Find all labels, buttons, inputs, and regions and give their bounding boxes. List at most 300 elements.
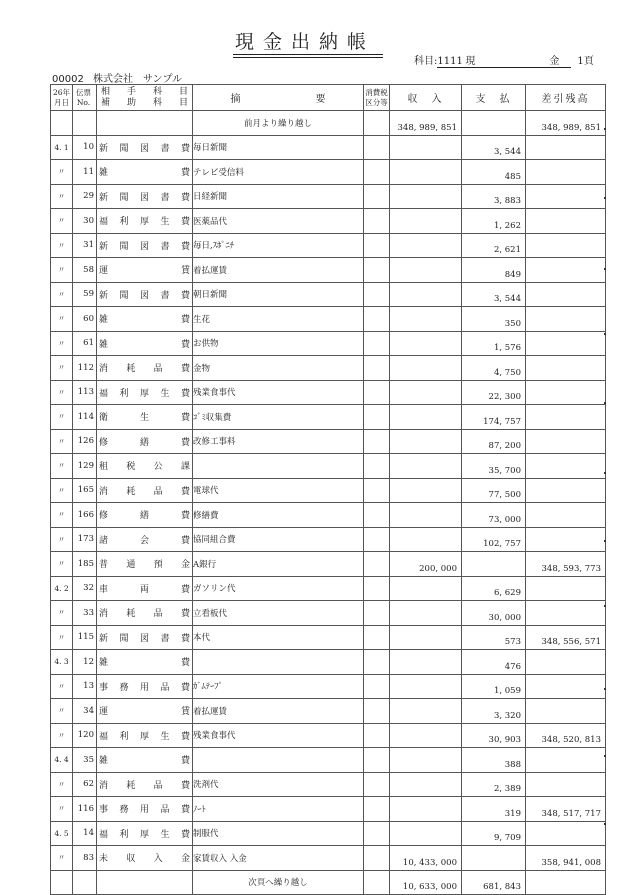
row-account-char: 費 <box>180 780 190 791</box>
row-account-char: 消 <box>99 486 109 497</box>
row-tax <box>364 282 390 307</box>
row-account-char: 費 <box>180 584 190 595</box>
row-income <box>390 233 462 258</box>
row-payment: 388 <box>462 748 526 773</box>
row-tax <box>364 846 390 871</box>
carry-forward-label: 前月より繰り越し <box>193 111 364 136</box>
row-balance: 348, 520, 813 <box>526 723 606 748</box>
row-account <box>97 282 193 307</box>
row-account <box>97 650 193 675</box>
row-income <box>390 748 462 773</box>
row-description: ｶﾞﾑﾃｰﾌﾟ <box>193 674 364 699</box>
row-account <box>97 380 193 405</box>
row-slip-no: 33 <box>73 601 97 626</box>
row-account <box>97 846 193 871</box>
row-tax <box>364 454 390 479</box>
row-account-char: 利 <box>119 217 129 228</box>
table-row <box>51 503 606 528</box>
row-income <box>390 527 462 552</box>
row-description: ｺﾞﾐ収集費 <box>193 405 364 430</box>
row-account-char: 耗 <box>126 486 136 497</box>
row-account-char: 福 <box>99 217 109 228</box>
row-account <box>97 699 193 724</box>
row-date: 〃 <box>51 527 73 552</box>
row-payment: 1, 059 <box>462 674 526 699</box>
table-row <box>51 576 606 601</box>
carry-forward-row <box>51 111 606 136</box>
row-balance <box>526 478 606 503</box>
row-balance <box>526 233 606 258</box>
table-row <box>51 282 606 307</box>
row-tax <box>364 135 390 160</box>
row-account-char: 品 <box>160 682 170 693</box>
table-row <box>51 601 606 626</box>
row-slip-no: 30 <box>73 209 97 234</box>
row-account-char: 雑 <box>99 658 109 669</box>
row-account-char: 新 <box>99 241 109 252</box>
row-account-char: 書 <box>160 290 170 301</box>
row-balance <box>526 380 606 405</box>
row-balance <box>526 282 606 307</box>
row-account-char: 新 <box>99 290 109 301</box>
table-row <box>51 674 606 699</box>
row-date: 〃 <box>51 405 73 430</box>
row-account-char: 繕 <box>139 437 149 448</box>
row-balance: 348, 517, 717 <box>526 797 606 822</box>
row-payment: 4, 750 <box>462 356 526 381</box>
row-date: 4. 1 <box>51 135 73 160</box>
row-account-char: 厚 <box>139 731 149 742</box>
row-income <box>390 625 462 650</box>
row-account-char: 品 <box>153 780 163 791</box>
row-slip-no: 14 <box>73 821 97 846</box>
company-name: 株式会社 サンプル <box>93 74 183 85</box>
table-row <box>51 258 606 283</box>
row-account-char: 図 <box>139 633 149 644</box>
table-row <box>51 772 606 797</box>
row-date: 〃 <box>51 797 73 822</box>
row-slip-no: 166 <box>73 503 97 528</box>
margin-dot <box>604 605 606 607</box>
header-slip: 伝票 No. <box>73 85 97 111</box>
row-tax <box>364 356 390 381</box>
row-tax <box>364 258 390 283</box>
margin-dot <box>604 688 606 690</box>
row-payment: 73, 000 <box>462 503 526 528</box>
row-account-char: 衛 <box>99 413 109 424</box>
row-account-char: 品 <box>160 805 170 816</box>
row-balance <box>526 650 606 675</box>
row-date: 〃 <box>51 380 73 405</box>
row-description: 制服代 <box>193 821 364 846</box>
row-slip-no: 58 <box>73 258 97 283</box>
row-income <box>390 184 462 209</box>
row-payment: 849 <box>462 258 526 283</box>
row-account-char: 品 <box>153 364 163 375</box>
row-account-char: 運 <box>99 707 109 718</box>
table-row <box>51 429 606 454</box>
row-slip-no: 62 <box>73 772 97 797</box>
row-account-char: 未 <box>99 854 109 865</box>
table-row <box>51 233 606 258</box>
row-slip-no: 83 <box>73 846 97 871</box>
row-account-char: 雑 <box>99 168 109 179</box>
row-account-char: 租 <box>99 462 109 473</box>
row-account <box>97 821 193 846</box>
ledger-table <box>50 84 606 895</box>
row-slip-no: 10 <box>73 135 97 160</box>
carry-forward-balance: 348, 989, 851 <box>526 111 606 136</box>
row-payment: 3, 320 <box>462 699 526 724</box>
margin-dot <box>604 268 606 270</box>
page-number: 1頁 <box>577 56 594 67</box>
row-account <box>97 307 193 332</box>
row-income <box>390 454 462 479</box>
row-account <box>97 209 193 234</box>
row-slip-no: 60 <box>73 307 97 332</box>
row-slip-no: 173 <box>73 527 97 552</box>
margin-dot <box>604 755 606 757</box>
row-account-char: 利 <box>119 731 129 742</box>
row-description: 改修工事料 <box>193 429 364 454</box>
row-balance <box>526 576 606 601</box>
row-description: 本代 <box>193 625 364 650</box>
row-account-char: 利 <box>119 388 129 399</box>
header-description <box>193 85 364 111</box>
table-row <box>51 527 606 552</box>
row-slip-no: 129 <box>73 454 97 479</box>
row-payment: 350 <box>462 307 526 332</box>
row-payment: 30, 000 <box>462 601 526 626</box>
row-account <box>97 601 193 626</box>
row-description: 家賃収入 入金 <box>193 846 364 871</box>
row-tax <box>364 380 390 405</box>
row-account <box>97 723 193 748</box>
row-account-char: 費 <box>180 241 190 252</box>
row-balance <box>526 184 606 209</box>
row-account <box>97 674 193 699</box>
row-account-char: 繕 <box>139 511 149 522</box>
row-account-char: 費 <box>180 143 190 154</box>
header-sub-account-char: 科 <box>152 97 162 108</box>
margin-dot <box>604 540 606 542</box>
row-account-char: 福 <box>99 388 109 399</box>
row-tax <box>364 209 390 234</box>
row-date: 〃 <box>51 331 73 356</box>
row-tax <box>364 797 390 822</box>
row-date: 〃 <box>51 233 73 258</box>
row-description: 医薬品代 <box>193 209 364 234</box>
row-description <box>193 748 364 773</box>
title-underline-2 <box>233 57 383 58</box>
row-account-char: 金 <box>180 560 190 571</box>
row-account-char: 費 <box>180 339 190 350</box>
row-description: 着払運賃 <box>193 258 364 283</box>
row-account-char: 課 <box>180 462 190 473</box>
row-account-char: 務 <box>119 682 129 693</box>
row-description: 残業食事代 <box>193 723 364 748</box>
row-income <box>390 307 462 332</box>
row-account-char: 費 <box>180 633 190 644</box>
row-income: 200, 000 <box>390 552 462 577</box>
row-account-char: 新 <box>99 192 109 203</box>
row-income <box>390 821 462 846</box>
row-account-char: 費 <box>180 829 190 840</box>
row-account-char: 費 <box>180 682 190 693</box>
row-income <box>390 331 462 356</box>
header-payment: 支 払 <box>462 85 526 111</box>
row-description: 修繕費 <box>193 503 364 528</box>
row-account-char: 費 <box>180 437 190 448</box>
row-description: 残業食事代 <box>193 380 364 405</box>
row-tax <box>364 552 390 577</box>
row-account-char: 費 <box>180 168 190 179</box>
row-slip-no: 11 <box>73 160 97 185</box>
row-tax <box>364 650 390 675</box>
company-code: 00002 <box>52 74 84 85</box>
row-payment: 485 <box>462 160 526 185</box>
table-row <box>51 307 606 332</box>
row-tax <box>364 576 390 601</box>
row-tax <box>364 503 390 528</box>
next-page-income: 10, 633, 000 <box>390 870 462 895</box>
header-description-char: 摘 <box>230 94 241 105</box>
row-description: 日経新聞 <box>193 184 364 209</box>
row-description: 電球代 <box>193 478 364 503</box>
row-date: 〃 <box>51 184 73 209</box>
account-name-a: 現 <box>461 52 537 68</box>
row-account-char: 利 <box>119 829 129 840</box>
row-account-char: 賃 <box>180 266 190 277</box>
row-account-char: 品 <box>153 609 163 620</box>
row-account-char: 雑 <box>99 756 109 767</box>
row-description: 金物 <box>193 356 364 381</box>
row-account-char: 図 <box>139 290 149 301</box>
row-date: 〃 <box>51 552 73 577</box>
row-tax <box>364 233 390 258</box>
row-tax <box>364 601 390 626</box>
row-tax <box>364 699 390 724</box>
row-account <box>97 797 193 822</box>
row-payment: 2, 389 <box>462 772 526 797</box>
row-account-char: 聞 <box>119 633 129 644</box>
row-income <box>390 478 462 503</box>
row-balance <box>526 209 606 234</box>
row-account-char: 書 <box>160 633 170 644</box>
next-page-row <box>51 870 606 895</box>
row-description: 協同組合費 <box>193 527 364 552</box>
row-balance <box>526 748 606 773</box>
row-income <box>390 380 462 405</box>
row-balance <box>526 674 606 699</box>
row-tax <box>364 331 390 356</box>
row-account-char: 消 <box>99 780 109 791</box>
row-account-char: 新 <box>99 143 109 154</box>
row-slip-no: 113 <box>73 380 97 405</box>
header-tax: 消費税 区分等 <box>364 85 390 111</box>
row-account-char: 費 <box>180 731 190 742</box>
row-account-char: 費 <box>180 658 190 669</box>
row-account-char: 生 <box>160 731 170 742</box>
header-date: 26年 月日 <box>51 85 73 111</box>
row-date: 〃 <box>51 429 73 454</box>
row-account <box>97 258 193 283</box>
row-account-char: 用 <box>139 682 149 693</box>
row-description: お供物 <box>193 331 364 356</box>
row-slip-no: 185 <box>73 552 97 577</box>
row-account-char: 費 <box>180 364 190 375</box>
row-slip-no: 35 <box>73 748 97 773</box>
row-payment: 3, 544 <box>462 135 526 160</box>
row-balance <box>526 772 606 797</box>
row-date: 〃 <box>51 601 73 626</box>
header-row <box>51 85 606 111</box>
row-income <box>390 576 462 601</box>
row-income <box>390 772 462 797</box>
row-account-char: 雑 <box>99 339 109 350</box>
row-income <box>390 356 462 381</box>
row-balance <box>526 135 606 160</box>
row-payment: 1, 576 <box>462 331 526 356</box>
row-account <box>97 625 193 650</box>
row-date: 〃 <box>51 282 73 307</box>
row-account <box>97 405 193 430</box>
row-account-char: 金 <box>180 854 190 865</box>
row-date: 〃 <box>51 699 73 724</box>
row-income: 10, 433, 000 <box>390 846 462 871</box>
row-account-char: 雑 <box>99 315 109 326</box>
account-code: 1111 <box>437 56 463 67</box>
row-date: 〃 <box>51 160 73 185</box>
row-balance: 358, 941, 008 <box>526 846 606 871</box>
row-account-char: 福 <box>99 731 109 742</box>
row-tax <box>364 772 390 797</box>
row-income <box>390 503 462 528</box>
margin-dot <box>604 128 606 130</box>
row-account-char: 修 <box>99 437 109 448</box>
row-account-char: 費 <box>180 290 190 301</box>
row-payment <box>462 846 526 871</box>
row-description: 着払運賃 <box>193 699 364 724</box>
row-account-char: 普 <box>99 560 109 571</box>
row-payment: 174, 757 <box>462 405 526 430</box>
row-account <box>97 552 193 577</box>
table-row <box>51 797 606 822</box>
row-description <box>193 650 364 675</box>
margin-dot <box>604 402 606 404</box>
row-account <box>97 527 193 552</box>
header-sub-account-char: 助 <box>126 97 136 108</box>
row-description <box>193 454 364 479</box>
row-account <box>97 478 193 503</box>
row-account-char: 費 <box>180 756 190 767</box>
row-tax <box>364 307 390 332</box>
row-description: テレビ受信料 <box>193 160 364 185</box>
row-income <box>390 797 462 822</box>
row-tax <box>364 160 390 185</box>
row-account-char: 耗 <box>126 609 136 620</box>
row-account-char: 諸 <box>99 535 109 546</box>
table-row <box>51 625 606 650</box>
row-description: 立看板代 <box>193 601 364 626</box>
row-balance <box>526 821 606 846</box>
row-slip-no: 114 <box>73 405 97 430</box>
row-account-char: 通 <box>126 560 136 571</box>
row-account-char: 消 <box>99 609 109 620</box>
row-slip-no: 120 <box>73 723 97 748</box>
row-slip-no: 115 <box>73 625 97 650</box>
next-page-payment: 681, 843 <box>462 870 526 895</box>
header-account <box>97 85 193 111</box>
row-account <box>97 576 193 601</box>
row-payment: 102, 757 <box>462 527 526 552</box>
margin-dot <box>604 333 606 335</box>
row-payment: 319 <box>462 797 526 822</box>
row-payment: 2, 621 <box>462 233 526 258</box>
row-account-char: 耗 <box>126 364 136 375</box>
row-slip-no: 116 <box>73 797 97 822</box>
row-account-char: 生 <box>160 388 170 399</box>
table-row <box>51 331 606 356</box>
row-date: 4. 5 <box>51 821 73 846</box>
row-income <box>390 723 462 748</box>
row-account-char: 公 <box>153 462 163 473</box>
row-date: 〃 <box>51 356 73 381</box>
row-tax <box>364 184 390 209</box>
row-account-char: 両 <box>139 584 149 595</box>
row-date: 4. 3 <box>51 650 73 675</box>
row-account-char: 費 <box>180 805 190 816</box>
row-slip-no: 12 <box>73 650 97 675</box>
row-balance <box>526 601 606 626</box>
row-description: 毎日,ｽﾎﾟﾆﾁ <box>193 233 364 258</box>
row-slip-no: 29 <box>73 184 97 209</box>
table-row <box>51 748 606 773</box>
row-account-char: 費 <box>180 535 190 546</box>
row-balance <box>526 258 606 283</box>
row-account-char: 賃 <box>180 707 190 718</box>
row-account-char: 品 <box>153 486 163 497</box>
row-account-char: 費 <box>180 486 190 497</box>
row-account-char: 費 <box>180 413 190 424</box>
carry-forward-income: 348, 989, 851 <box>390 111 462 136</box>
row-account-char: 書 <box>160 241 170 252</box>
row-account-char: 運 <box>99 266 109 277</box>
row-account <box>97 233 193 258</box>
row-date: 〃 <box>51 209 73 234</box>
next-page-label: 次頁へ繰り越し <box>193 870 364 895</box>
row-balance <box>526 699 606 724</box>
row-account <box>97 160 193 185</box>
row-payment: 35, 700 <box>462 454 526 479</box>
header-account-char: 相 <box>101 86 111 97</box>
row-account-char: 修 <box>99 511 109 522</box>
row-account-char: 聞 <box>119 290 129 301</box>
table-row <box>51 209 606 234</box>
row-slip-no: 34 <box>73 699 97 724</box>
row-date: 〃 <box>51 307 73 332</box>
table-row <box>51 380 606 405</box>
row-account <box>97 503 193 528</box>
row-tax <box>364 405 390 430</box>
row-account-char: 生 <box>139 413 149 424</box>
row-account-char: 費 <box>180 388 190 399</box>
margin-dot <box>604 197 606 199</box>
next-page-balance <box>526 870 606 895</box>
row-account <box>97 135 193 160</box>
row-account-char: 生 <box>160 217 170 228</box>
row-account-char: 収 <box>126 854 136 865</box>
